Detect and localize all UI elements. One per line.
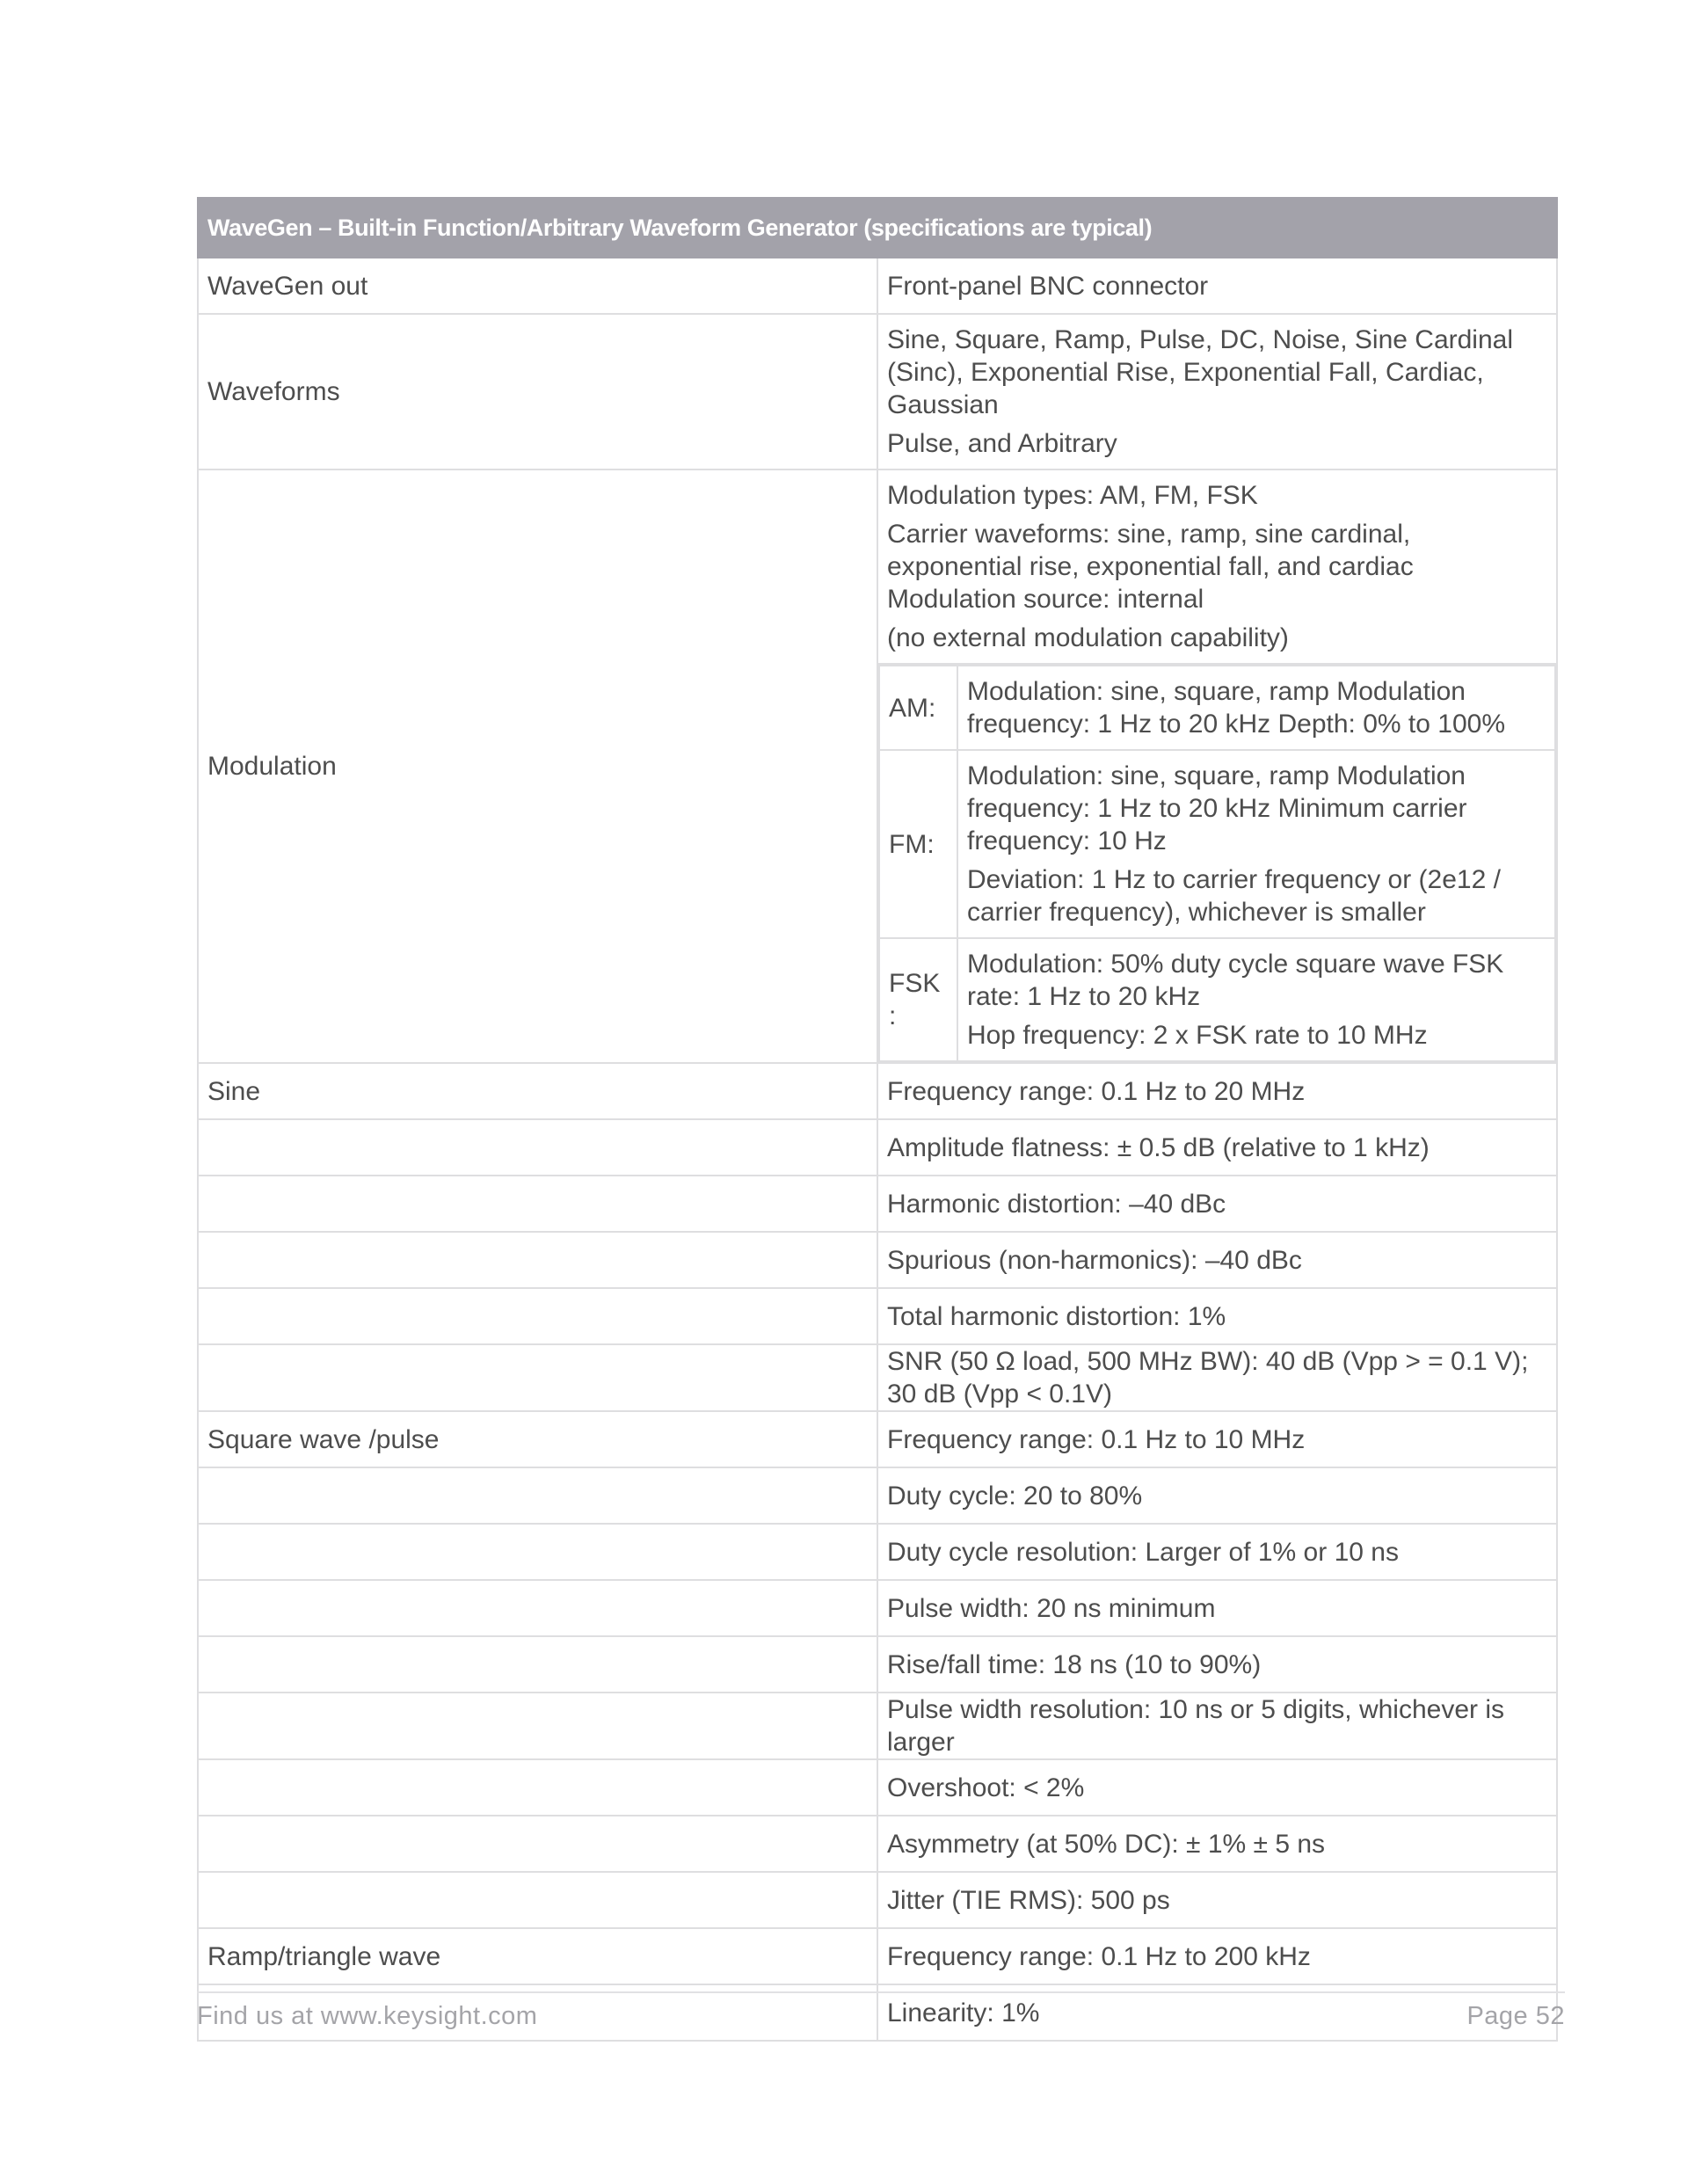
row-value: Duty cycle resolution: Larger of 1% or 10 ns [877, 1524, 1557, 1580]
row-label-empty [198, 1467, 877, 1524]
fm-line: Modulation: sine, square, ramp Modulation frequency: 1 Hz to 20 kHz Minimum carrier frequency: 10 Hz [967, 761, 1467, 855]
table-row [198, 1928, 1557, 1984]
table-row [198, 1693, 1557, 1759]
row-label-empty [198, 1524, 877, 1580]
row-value: Amplitude flatness: ± 0.5 dB (relative to 1 kHz) [877, 1119, 1557, 1176]
modulation-fm-row [879, 750, 1555, 938]
am-label: AM: [879, 666, 957, 750]
am-value [957, 666, 1555, 750]
table-row [198, 470, 1557, 1063]
fm-label: FM: [879, 750, 957, 938]
row-label-empty [198, 1119, 877, 1176]
row-value: Pulse width: 20 ns minimum [877, 1580, 1557, 1636]
table-header-row [198, 198, 1557, 258]
row-value: Frequency range: 0.1 Hz to 200 kHz [877, 1928, 1557, 1984]
fsk-value [957, 938, 1555, 1061]
row-label-empty [198, 1872, 877, 1928]
modulation-intro [878, 470, 1556, 665]
fm-value [957, 750, 1555, 938]
row-value: Frequency range: 0.1 Hz to 10 MHz [877, 1411, 1557, 1467]
fsk-line: Modulation: 50% duty cycle square wave FSK rate: 1 Hz to 20 kHz [967, 950, 1504, 1011]
modulation-intro-line: (no external modulation capability) [887, 623, 1289, 652]
row-label-empty [198, 1232, 877, 1288]
table-header: WaveGen – Built-in Function/Arbitrary Waveform Generator (specifications are typical) [198, 198, 1557, 258]
row-label-sine: Sine [198, 1063, 877, 1119]
waveforms-line: Pulse, and Arbitrary [887, 429, 1117, 458]
spec-table [197, 197, 1558, 2042]
table-row [198, 1636, 1557, 1693]
row-value: Overshoot: < 2% [877, 1759, 1557, 1816]
fsk-label: FSK : [879, 938, 957, 1061]
row-value: Spurious (non-harmonics): –40 dBc [877, 1232, 1557, 1288]
row-value: Duty cycle: 20 to 80% [877, 1467, 1557, 1524]
modulation-details [877, 470, 1557, 1063]
row-label-ramp: Ramp/triangle wave [198, 1928, 877, 1984]
modulation-intro-line: Modulation types: AM, FM, FSK [887, 481, 1258, 510]
fm-line: Deviation: 1 Hz to carrier frequency or (2e12 / carrier frequency), whichever is smaller [967, 865, 1501, 927]
row-label-empty [198, 1580, 877, 1636]
row-value: SNR (50 Ω load, 500 MHz BW): 40 dB (Vpp > = 0.1 V); 30 dB (Vpp < 0.1V) [877, 1344, 1557, 1411]
row-label-empty [198, 1288, 877, 1344]
row-value: Pulse width resolution: 10 ns or 5 digits, whichever is larger [877, 1693, 1557, 1759]
row-label-empty [198, 1344, 877, 1411]
table-row [198, 1063, 1557, 1119]
table-row [198, 1524, 1557, 1580]
modulation-fsk-row [879, 938, 1555, 1061]
row-value: Rise/fall time: 18 ns (10 to 90%) [877, 1636, 1557, 1693]
modulation-intro-line: Carrier waveforms: sine, ramp, sine cardinal, exponential rise, exponential fall, and cardiac Modulation source: internal [887, 520, 1414, 614]
table-row [198, 1176, 1557, 1232]
modulation-am-row [879, 666, 1555, 750]
row-label-modulation: Modulation [198, 470, 877, 1063]
row-value [877, 314, 1557, 470]
row-label-empty [198, 1693, 877, 1759]
table-row [198, 1344, 1557, 1411]
footer-page-number: Page 52 [1466, 2002, 1565, 2030]
table-row [198, 1288, 1557, 1344]
table-row [198, 258, 1557, 314]
row-value: Frequency range: 0.1 Hz to 20 MHz [877, 1063, 1557, 1119]
modulation-subtable [878, 665, 1556, 1062]
row-label-empty [198, 1759, 877, 1816]
table-row [198, 1467, 1557, 1524]
table-row [198, 1119, 1557, 1176]
row-value: Total harmonic distortion: 1% [877, 1288, 1557, 1344]
am-line: Modulation: sine, square, ramp Modulation frequency: 1 Hz to 20 kHz Depth: 0% to 100% [967, 677, 1505, 739]
fsk-line: Hop frequency: 2 x FSK rate to 10 MHz [967, 1021, 1428, 1050]
waveforms-line: Sine, Square, Ramp, Pulse, DC, Noise, Sine Cardinal (Sinc), Exponential Rise, Exponential Fall, Cardiac, Gaussian [887, 325, 1514, 419]
row-value: Jitter (TIE RMS): 500 ps [877, 1872, 1557, 1928]
row-label-empty [198, 1176, 877, 1232]
table-row [198, 1580, 1557, 1636]
row-value: Asymmetry (at 50% DC): ± 1% ± 5 ns [877, 1816, 1557, 1872]
row-label-empty [198, 1816, 877, 1872]
row-label-wavegen-out: WaveGen out [198, 258, 877, 314]
table-row [198, 1816, 1557, 1872]
table-row [198, 1872, 1557, 1928]
footer-website: Find us at www.keysight.com [197, 2002, 538, 2030]
row-value: Front-panel BNC connector [877, 258, 1557, 314]
row-label-square-wave: Square wave /pulse [198, 1411, 877, 1467]
table-row [198, 1411, 1557, 1467]
row-label-waveforms: Waveforms [198, 314, 877, 470]
row-value: Linearity: 1% [877, 1984, 1557, 2041]
table-row [198, 314, 1557, 470]
row-value: Harmonic distortion: –40 dBc [877, 1176, 1557, 1232]
table-row [198, 1759, 1557, 1816]
row-label-empty [198, 1636, 877, 1693]
table-row [198, 1232, 1557, 1288]
